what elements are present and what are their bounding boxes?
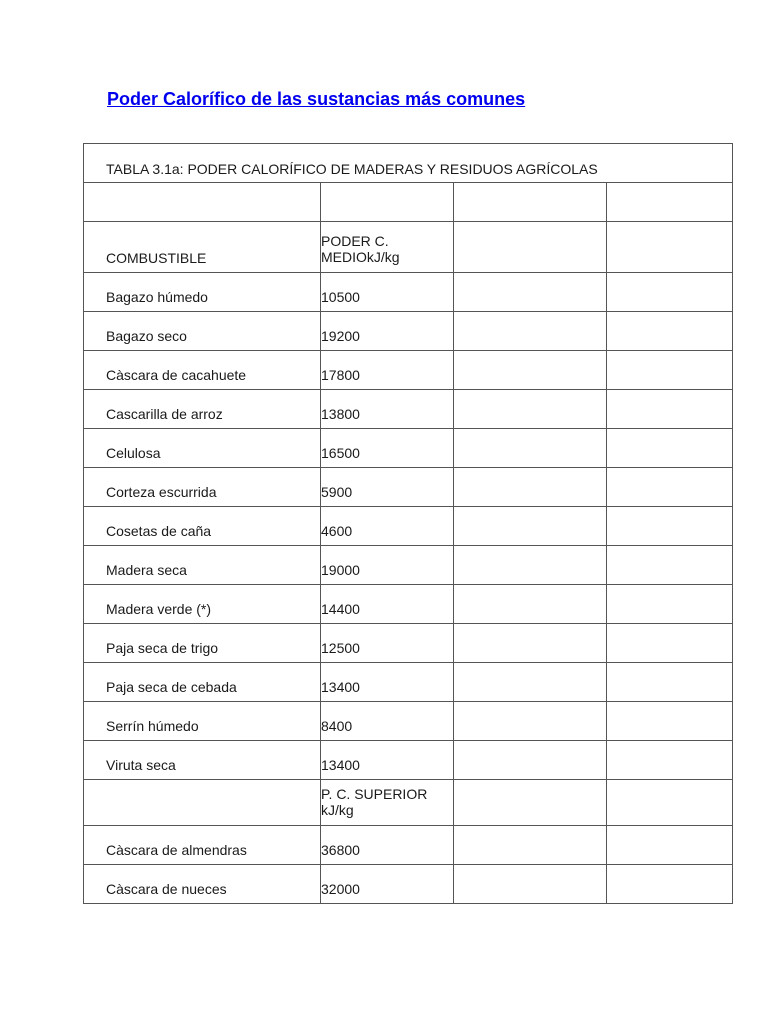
header-poder-line2: MEDIOkJ/kg (321, 249, 400, 265)
fuel-name-cell: Paja seca de cebada (84, 663, 321, 702)
fuel-name-cell: Madera verde (*) (84, 585, 321, 624)
table-row (84, 507, 733, 546)
fuel-name-cell: Càscara de cacahuete (84, 351, 321, 390)
calorific-value-cell: 16500 (321, 429, 454, 468)
fuel-name-cell: Serrín húmedo (84, 702, 321, 741)
fuel-name-cell: Cascarilla de arroz (84, 390, 321, 429)
calorific-value-cell: 13400 (321, 663, 454, 702)
header-combustible: COMBUSTIBLE (84, 222, 321, 273)
fuel-name-cell: Corteza escurrida (84, 468, 321, 507)
calorific-value-cell: 13400 (321, 741, 454, 780)
table-row (84, 351, 733, 390)
calorific-value-cell: 8400 (321, 702, 454, 741)
header-poder-superior (321, 780, 454, 826)
table-row (84, 468, 733, 507)
calorific-value-cell: 19200 (321, 312, 454, 351)
table-row (84, 624, 733, 663)
fuel-name-cell: Madera seca (84, 546, 321, 585)
superior-rows (84, 826, 733, 904)
calorific-value-cell: 19000 (321, 546, 454, 585)
calorific-value-cell: 5900 (321, 468, 454, 507)
calorific-value-cell: 17800 (321, 351, 454, 390)
column-header-row (84, 222, 733, 273)
calorific-value-cell: 32000 (321, 865, 454, 904)
fuel-name-cell: Càscara de almendras (84, 826, 321, 865)
table-row (84, 826, 733, 865)
table-row (84, 702, 733, 741)
table-row (84, 273, 733, 312)
header-poder-line1: PODER C. (321, 233, 389, 249)
table-row (84, 546, 733, 585)
table-row (84, 585, 733, 624)
table-caption: TABLA 3.1a: PODER CALORÍFICO DE MADERAS Y RESIDUOS AGRÍCOLAS (84, 144, 733, 183)
table-row (84, 663, 733, 702)
table-row (84, 741, 733, 780)
table-row (84, 429, 733, 468)
fuel-name-cell: Bagazo seco (84, 312, 321, 351)
calorific-value-cell: 10500 (321, 273, 454, 312)
calorific-value-cell: 4600 (321, 507, 454, 546)
calorific-value-table (83, 143, 733, 904)
calorific-value-cell: 13800 (321, 390, 454, 429)
empty-row (84, 183, 733, 222)
fuel-name-cell: Càscara de nueces (84, 865, 321, 904)
calorific-value-cell: 14400 (321, 585, 454, 624)
table-row (84, 390, 733, 429)
calorific-value-cell: 12500 (321, 624, 454, 663)
table-row (84, 865, 733, 904)
table-caption-row (84, 144, 733, 183)
fuel-name-cell: Celulosa (84, 429, 321, 468)
calorific-value-cell: 36800 (321, 826, 454, 865)
fuel-name-cell: Bagazo húmedo (84, 273, 321, 312)
fuel-name-cell: Viruta seca (84, 741, 321, 780)
header-superior-line2: kJ/kg (321, 802, 354, 818)
medio-rows (84, 273, 733, 780)
page-title-link[interactable]: Poder Calorífico de las sustancias más comunes (107, 89, 526, 109)
fuel-name-cell: Paja seca de trigo (84, 624, 321, 663)
superior-header-row (84, 780, 733, 826)
header-superior-line1: P. C. SUPERIOR (321, 786, 428, 802)
fuel-name-cell: Cosetas de caña (84, 507, 321, 546)
header-poder-medio (321, 222, 454, 273)
table-row (84, 312, 733, 351)
